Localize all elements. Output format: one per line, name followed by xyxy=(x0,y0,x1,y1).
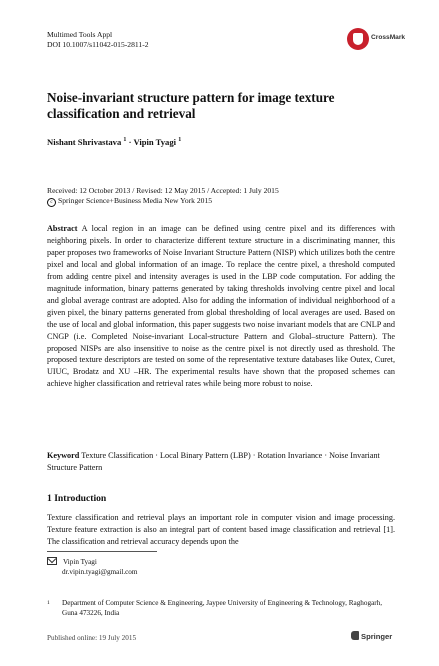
author-name[interactable]: Vipin Tyagi xyxy=(133,137,177,147)
paper-title: Noise-invariant structure pattern for image texture classification and retrieval xyxy=(47,90,335,121)
affiliation-number: 1 xyxy=(47,600,50,606)
correspondence xyxy=(47,557,138,577)
section-heading: 1 Introduction xyxy=(47,493,107,504)
abstract-text: A local region in an image can be defined using centre pixel and its differences with neighboring pixels. In order to characterize different texture structure in a discriminating manner, this paper proposes two frameworks of Noise Invariant Structure Pattern (NISP) which utilizes both the centre pixel and local and global information of an image. To replace the centre pixel, a threshold computed from adding centre pixel and intensity averages is used in the LBP code computation. For adding the magnitude information, binary patterns generated by taking thresholds involving centre pixel and local and global average contrast are adopted. Also for adding the information of individual neighborhood of a given pixel, the binary patterns generated from global thresholding of local averages are used. Based on the use of local and global information, this paper suggests two noise invariant models that are CNLP and CNGP (i.e. Completed Noise-invariant Local-structure Pattern and Global–structure Pattern). The proposed NISPs are also insensitive to noise as the centre pixel is not directly used as threshold. The proposed texture descriptors are tested on some of the representative texture databases like Outex, Curet, UIUC, Brodatz and XU –HR. The experimental results have shown that the proposed schemes can achieve higher classification and retrieval rates while being more robust to noise. xyxy=(47,224,395,389)
copyright-icon: c xyxy=(47,198,56,207)
publisher-logo[interactable] xyxy=(351,631,392,641)
springer-horse-icon xyxy=(351,631,359,640)
footnote-divider xyxy=(47,551,157,552)
author-affiliation-mark: 1 xyxy=(123,137,127,144)
journal-name: Multimed Tools Appl xyxy=(47,30,113,39)
crossmark-label: CrossMark xyxy=(371,34,406,41)
journal-header xyxy=(47,30,149,50)
copyright-text: Springer Science+Business Media New York 2015 xyxy=(58,196,213,205)
author-affiliation-mark: 1 xyxy=(178,137,182,144)
keywords-text: Texture Classification · Local Binary Pattern (LBP) · Rotation Invariance · Noise Invariant Structure Pattern xyxy=(47,451,380,472)
envelope-icon xyxy=(47,557,57,565)
introduction-text: Texture classification and retrieval plays an important role in computer vision and image processing. Texture feature extraction is also an integral part of content based image classification and retrieval [1]. The classification and retrieval accuracy depends upon the xyxy=(47,513,395,546)
publisher-name: Springer xyxy=(361,632,393,641)
dates-line: Received: 12 October 2013 / Revised: 12 May 2015 / Accepted: 1 July 2015 xyxy=(47,186,279,195)
corresponding-author: Vipin Tyagi xyxy=(63,558,97,566)
affiliation-text: Department of Computer Science & Engineering, Jaypee University of Engineering & Technology, Raghogarh, Guna 473226, India xyxy=(62,599,383,617)
affiliation xyxy=(47,598,397,618)
abstract xyxy=(47,223,395,390)
article-history xyxy=(47,186,279,207)
author-separator: · xyxy=(128,137,132,147)
crossmark-icon xyxy=(347,28,369,50)
author-list xyxy=(47,137,181,147)
keywords-label: Keyword xyxy=(47,451,80,460)
author-name[interactable]: Nishant Shrivastava xyxy=(47,137,122,147)
crossmark-logo[interactable] xyxy=(347,28,405,50)
copyright-line xyxy=(47,196,279,207)
published-date: Published online: 19 July 2015 xyxy=(47,634,137,642)
corresponding-email[interactable]: dr.vipin.tyagi@gmail.com xyxy=(62,568,138,576)
abstract-label: Abstract xyxy=(47,224,78,233)
keywords xyxy=(47,450,395,473)
doi[interactable]: DOI 10.1007/s11042-015-2811-2 xyxy=(47,40,149,49)
